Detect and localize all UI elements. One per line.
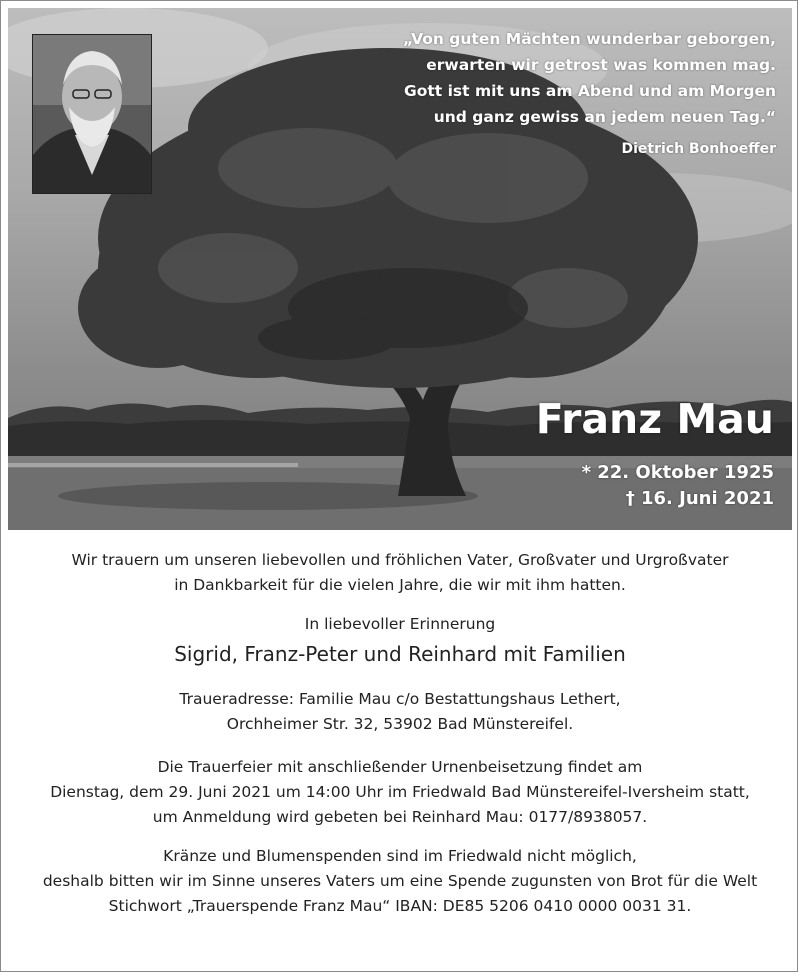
ceremony-line: um Anmeldung wird gebeten bei Reinhard Mau: 0177/8938057. [152, 808, 648, 826]
quote-line: Gott ist mit uns am Abend und am Morgen [404, 82, 776, 100]
quote-author: Dietrich Bonhoeffer [621, 141, 776, 157]
life-dates [582, 460, 774, 512]
quote-line: erwarten wir getrost was kommen mag. [426, 56, 776, 74]
tree-landscape-photo [8, 8, 792, 530]
deceased-name: Franz Mau [535, 395, 774, 443]
memory-label: In liebevoller Erinnerung [304, 615, 496, 633]
donation-line: Stichwort „Trauerspende Franz Mau“ IBAN: DE85 5206 0410 0000 0031 31. [108, 897, 692, 915]
intro-line: in Dankbarkeit für die vielen Jahre, die wir mit ihm hatten. [174, 576, 626, 594]
birth-date: * 22. Oktober 1925 [581, 462, 774, 483]
address-line: Orchheimer Str. 32, 53902 Bad Münstereifel. [226, 715, 574, 733]
ceremony-line: Dienstag, dem 29. Juni 2021 um 14:00 Uhr im Friedwald Bad Münstereifel-Iversheim statt, [50, 783, 750, 801]
intro-line: Wir trauern um unseren liebevollen und fröhlichen Vater, Großvater und Urgroßvater [71, 551, 729, 569]
death-date: † 16. Juni 2021 [625, 488, 774, 509]
donation-line: deshalb bitten wir im Sinne unseres Vaters um eine Spende zugunsten von Brot für die Welt [42, 872, 758, 890]
donation-line: Kränze und Blumenspenden sind im Friedwald nicht möglich, [163, 847, 637, 865]
family-names: Sigrid, Franz-Peter und Reinhard mit Familien [174, 642, 626, 666]
portrait-photo [32, 34, 152, 194]
bonhoeffer-quote [356, 26, 776, 162]
ceremony-line: Die Trauerfeier mit anschließender Urnenbeisetzung findet am [157, 758, 643, 776]
quote-line: und ganz gewiss an jedem neuen Tag.“ [433, 108, 776, 126]
address-line: Traueradresse: Familie Mau c/o Bestattungshaus Lethert, [179, 690, 621, 708]
quote-line: „Von guten Mächten wunderbar geborgen, [403, 30, 776, 48]
notice-body [8, 548, 792, 919]
